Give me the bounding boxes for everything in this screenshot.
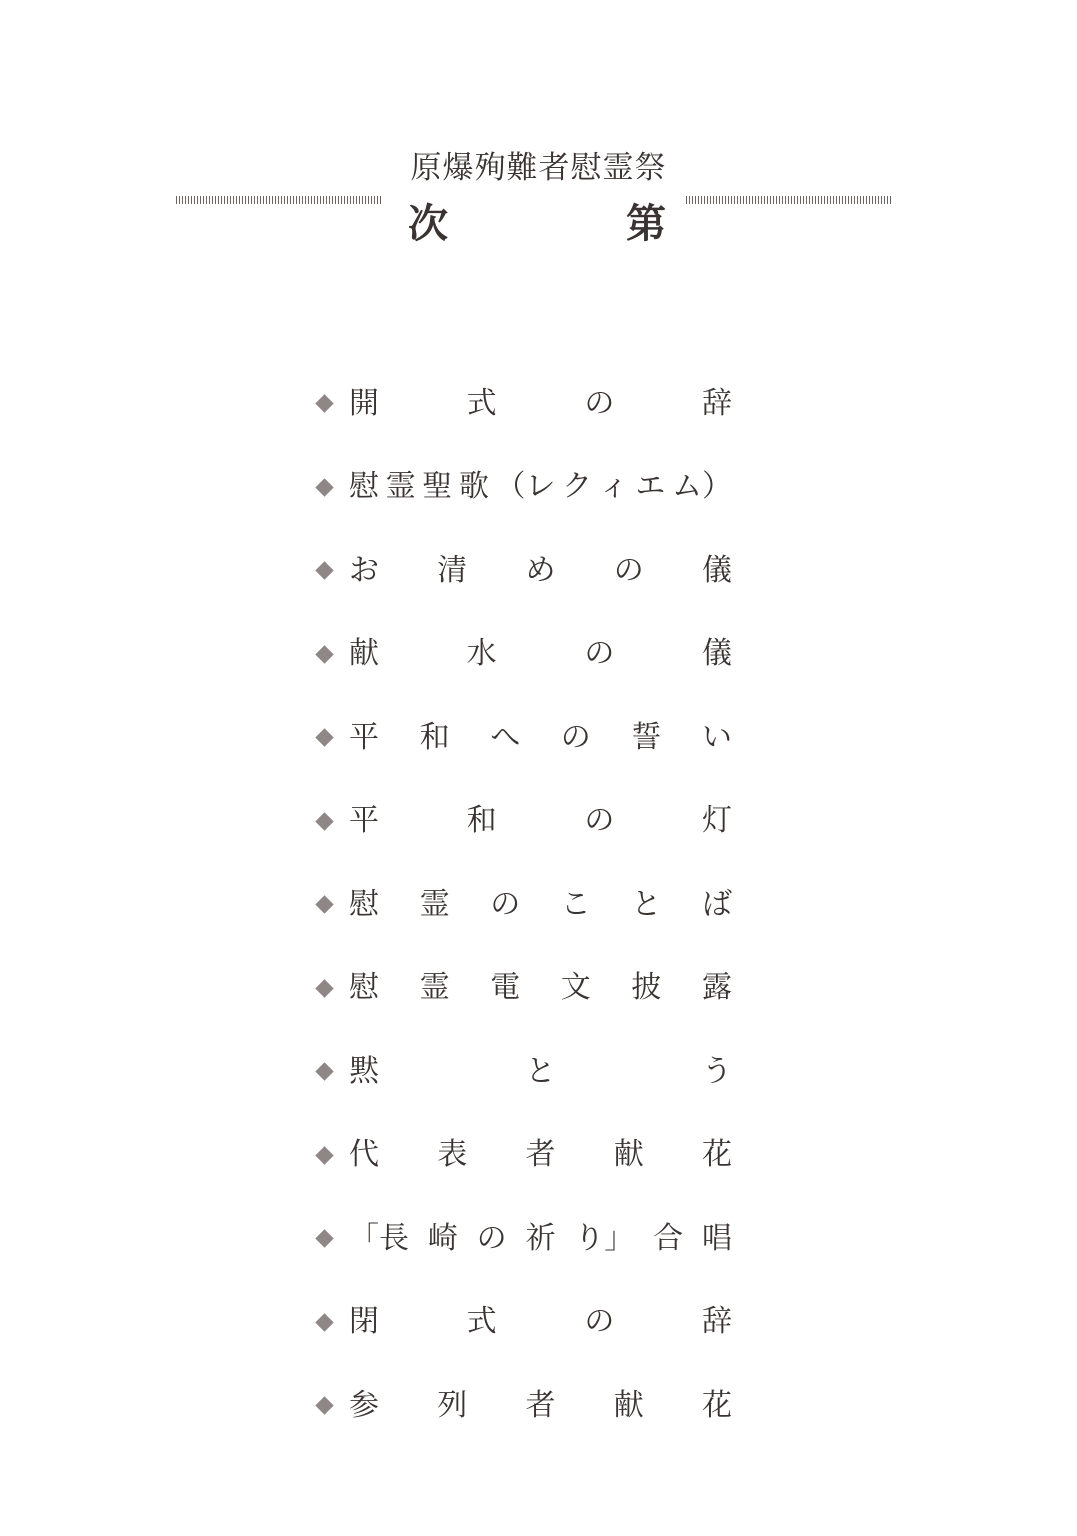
program-item-char: ば — [701, 886, 732, 922]
program-item-char: 式 — [466, 385, 497, 421]
diamond-bullet-icon — [315, 1230, 333, 1248]
program-item-char: 献 — [613, 1387, 644, 1423]
program-item-label — [349, 968, 732, 1008]
diamond-bullet-icon — [315, 1146, 333, 1164]
program-item — [312, 1114, 732, 1198]
program-item-char: 辞 — [701, 385, 732, 421]
program-item-char: 崎 — [427, 1220, 458, 1256]
program-item — [312, 780, 732, 864]
program-item-label — [349, 1219, 732, 1259]
program-item-char: め — [525, 552, 556, 588]
program-item-char: 披 — [631, 970, 662, 1006]
program-item-label — [349, 634, 732, 674]
program-item-char: 「長 — [349, 1220, 409, 1256]
program-item-char: 平 — [349, 803, 379, 839]
program-item-label — [349, 1386, 732, 1426]
program-item-label — [349, 467, 732, 507]
program-item-char: 花 — [702, 1387, 732, 1423]
program-item-char: 辞 — [701, 1304, 732, 1340]
program-item-char: い — [701, 719, 732, 755]
program-item-char: 献 — [349, 636, 379, 672]
diamond-bullet-icon — [315, 979, 333, 997]
program-item — [312, 1197, 732, 1281]
program-item — [312, 1030, 732, 1114]
program-item-char: 霊 — [419, 970, 450, 1006]
program-item-char: 慰 — [349, 886, 379, 922]
program-item-char: 平 — [349, 719, 379, 755]
program-item-char: 唱 — [701, 1220, 732, 1256]
program-item-label — [349, 801, 732, 841]
program-item-label — [349, 1052, 732, 1092]
program-item-char: 代 — [349, 1137, 379, 1173]
program-item-char: の — [560, 719, 591, 755]
diamond-bullet-icon — [315, 1313, 333, 1331]
program-item-label — [349, 1135, 732, 1175]
diamond-bullet-icon — [315, 812, 333, 830]
program-item-char: 慰 — [349, 469, 379, 505]
program-item-char: 閉 — [349, 1304, 379, 1340]
program-item-char: と — [525, 1053, 556, 1089]
program-item-char: 霊 — [419, 886, 450, 922]
program-item-char: 聖 — [422, 469, 453, 505]
program-item — [312, 529, 732, 613]
program-item-char: 露 — [701, 970, 732, 1006]
program-item — [312, 446, 732, 530]
program-item-char: 花 — [702, 1137, 732, 1173]
program-item — [312, 1281, 732, 1365]
diamond-bullet-icon — [315, 645, 333, 663]
program-item-char: 清 — [437, 552, 468, 588]
decorative-rule-right — [686, 196, 893, 204]
program-heading-char: 次 — [408, 200, 448, 247]
program-item-label — [349, 885, 732, 925]
program-item-label — [349, 551, 732, 591]
program-item-char: 歌 — [458, 469, 489, 505]
program-item-char: 儀 — [701, 636, 732, 672]
program-item-char: 者 — [525, 1137, 556, 1173]
program-item — [312, 362, 732, 446]
ceremony-title: 原爆殉難者慰霊祭 — [410, 150, 667, 186]
diamond-bullet-icon — [315, 729, 333, 747]
program-item-char: の — [613, 552, 644, 588]
program-item-char: 文 — [560, 970, 591, 1006]
program-item-char: 祈 — [525, 1220, 556, 1256]
program-item-label — [349, 718, 732, 758]
program-item-char: ム） — [672, 469, 732, 505]
program-item-char: 参 — [349, 1387, 379, 1423]
program-item-char: ク — [562, 469, 593, 505]
program-item-char: 灯 — [701, 803, 732, 839]
program-item-char: の — [490, 886, 521, 922]
program-item-char: う — [702, 1053, 732, 1089]
program-item-char: 式 — [466, 1304, 497, 1340]
program-item-char: 誓 — [631, 719, 662, 755]
program-heading — [408, 200, 666, 248]
document-header — [0, 0, 1077, 260]
program-item — [312, 613, 732, 697]
program-item-char: 水 — [466, 636, 497, 672]
program-item-char: （レ — [495, 469, 556, 505]
program-item-char: 献 — [613, 1137, 644, 1173]
program-item-char: と — [631, 886, 662, 922]
program-item-char: の — [584, 1304, 615, 1340]
program-item — [312, 696, 732, 780]
program-item-char: お — [349, 552, 379, 588]
program-item-char: 列 — [437, 1387, 468, 1423]
diamond-bullet-icon — [315, 562, 333, 580]
program-item-char: の — [584, 803, 615, 839]
program-item-char: 儀 — [702, 552, 732, 588]
program-item — [312, 947, 732, 1031]
diamond-bullet-icon — [315, 896, 333, 914]
program-item-char: の — [584, 385, 615, 421]
program-heading-char: 第 — [626, 200, 666, 247]
diamond-bullet-icon — [315, 478, 333, 496]
decorative-rule-left — [176, 196, 383, 204]
program-item-char: 表 — [437, 1137, 468, 1173]
diamond-bullet-icon — [315, 395, 333, 413]
program-list — [312, 362, 732, 1448]
program-item-char: り」 — [574, 1220, 635, 1256]
program-item-char: 霊 — [385, 469, 416, 505]
program-item-char: こ — [560, 886, 591, 922]
program-item-char: 電 — [490, 970, 521, 1006]
program-item-label — [349, 384, 732, 424]
program-item-char: 慰 — [349, 970, 379, 1006]
program-item-label — [349, 1302, 732, 1342]
program-item-char: の — [476, 1220, 507, 1256]
program-item-char: 者 — [525, 1387, 556, 1423]
program-item — [312, 1364, 732, 1448]
program-item-char: の — [584, 636, 615, 672]
program-item-char: 和 — [419, 719, 450, 755]
program-item — [312, 863, 732, 947]
diamond-bullet-icon — [315, 1397, 333, 1415]
program-item-char: 黙 — [349, 1053, 379, 1089]
diamond-bullet-icon — [315, 1063, 333, 1081]
program-item-char: へ — [490, 719, 521, 755]
program-item-char: エ — [635, 469, 666, 505]
program-item-char: 開 — [349, 385, 379, 421]
program-item-char: 和 — [466, 803, 497, 839]
program-item-char: ィ — [598, 469, 629, 505]
program-item-char: 合 — [653, 1220, 684, 1256]
